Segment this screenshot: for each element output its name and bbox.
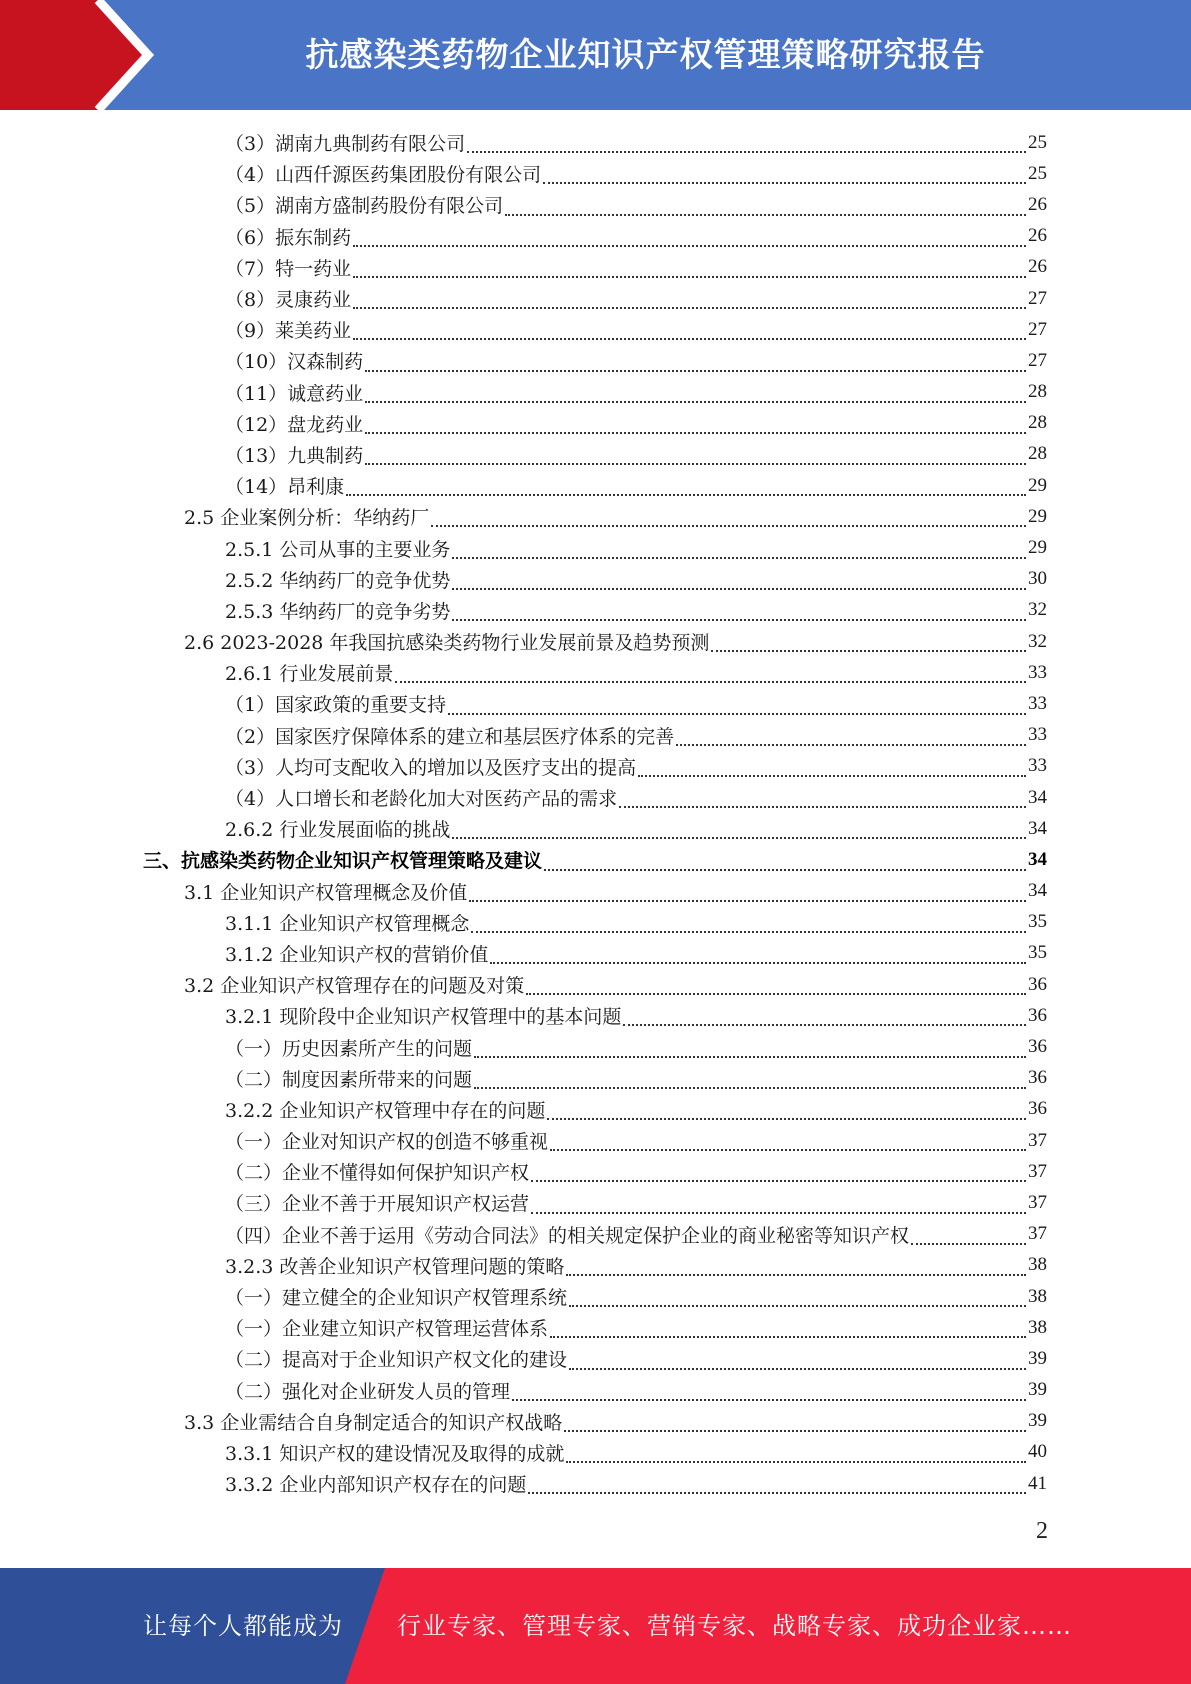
toc-dot-leader xyxy=(531,1165,1026,1187)
toc-entry-title: （一）企业建立知识产权管理运营体系 xyxy=(225,1318,549,1341)
toc-entry-page: 38 xyxy=(1028,1285,1047,1307)
toc-entry-title: （3）湖南九典制药有限公司 xyxy=(225,133,466,156)
toc-entry-title: （4）山西仟源医药集团股份有限公司 xyxy=(225,164,542,187)
toc-dot-leader xyxy=(431,510,1026,532)
toc-entry[interactable] xyxy=(0,1000,1191,1031)
toc-entry[interactable] xyxy=(0,876,1191,907)
toc-entry-page: 26 xyxy=(1028,256,1047,278)
toc-entry[interactable] xyxy=(0,1281,1191,1312)
toc-entry-page: 27 xyxy=(1028,287,1047,309)
toc-entry[interactable] xyxy=(0,1375,1191,1406)
toc-dot-leader xyxy=(395,666,1026,688)
toc-entry-page: 36 xyxy=(1028,1098,1047,1120)
toc-entry-page: 27 xyxy=(1028,318,1047,340)
toc-entry[interactable] xyxy=(0,969,1191,1000)
toc-entry[interactable] xyxy=(0,938,1191,969)
toc-entry-page: 30 xyxy=(1028,568,1047,590)
toc-entry-page: 39 xyxy=(1028,1410,1047,1432)
toc-dot-leader xyxy=(619,791,1026,813)
toc-entry-page: 39 xyxy=(1028,1347,1047,1369)
toc-entry[interactable] xyxy=(0,532,1191,563)
toc-entry[interactable] xyxy=(0,283,1191,314)
toc-entry-page: 38 xyxy=(1028,1254,1047,1276)
toc-entry-title: 3.3.1 知识产权的建设情况及取得的成就 xyxy=(225,1442,565,1465)
toc-dot-leader xyxy=(623,1009,1026,1031)
toc-entry[interactable] xyxy=(0,1343,1191,1374)
toc-entry[interactable] xyxy=(0,127,1191,158)
toc-dot-leader xyxy=(505,199,1026,221)
toc-entry[interactable] xyxy=(0,657,1191,688)
toc-entry-title: 2.5.1 公司从事的主要业务 xyxy=(225,538,451,561)
toc-entry-title: 3.2.2 企业知识产权管理中存在的问题 xyxy=(225,1099,546,1122)
toc-dot-leader xyxy=(531,1197,1026,1219)
toc-entry[interactable] xyxy=(0,189,1191,220)
toc-entry[interactable] xyxy=(0,1312,1191,1343)
toc-entry-title: （8）灵康药业 xyxy=(225,289,352,312)
toc-entry-page: 33 xyxy=(1028,692,1047,714)
toc-entry-page: 37 xyxy=(1028,1223,1047,1245)
toc-entry-title: （二）制度因素所带来的问题 xyxy=(225,1068,473,1091)
toc-dot-leader xyxy=(467,136,1026,158)
toc-entry[interactable] xyxy=(0,470,1191,501)
toc-dot-leader xyxy=(353,323,1026,345)
toc-dot-leader xyxy=(711,635,1026,657)
toc-dot-leader xyxy=(452,573,1026,595)
toc-entry-page: 35 xyxy=(1028,942,1047,964)
toc-entry-title: （1）国家政策的重要支持 xyxy=(225,694,447,717)
toc-entry[interactable] xyxy=(0,1250,1191,1281)
toc-entry-title: （14）昂利康 xyxy=(225,476,345,499)
toc-dot-leader xyxy=(564,1415,1026,1437)
toc-entry-page: 27 xyxy=(1028,349,1047,371)
toc-entry-title: （一）历史因素所产生的问题 xyxy=(225,1037,473,1060)
toc-entry[interactable] xyxy=(0,907,1191,938)
toc-entry-title: （11）诚意药业 xyxy=(225,382,364,405)
toc-dot-leader xyxy=(474,1041,1026,1063)
toc-entry-page: 32 xyxy=(1028,599,1047,621)
toc-dot-leader xyxy=(490,947,1026,969)
toc-entry[interactable] xyxy=(0,1031,1191,1062)
toc-entry[interactable] xyxy=(0,221,1191,252)
toc-entry-page: 33 xyxy=(1028,724,1047,746)
toc-entry-title: 三、抗感染类药物企业知识产权管理策略及建议 xyxy=(143,850,543,873)
toc-entry-title: （4）人口增长和老龄化加大对医药产品的需求 xyxy=(225,788,618,811)
toc-entry-page: 39 xyxy=(1028,1379,1047,1401)
toc-dot-leader xyxy=(448,698,1026,720)
toc-entry-title: （5）湖南方盛制药股份有限公司 xyxy=(225,195,504,218)
toc-entry[interactable] xyxy=(0,688,1191,719)
toc-entry-page: 34 xyxy=(1028,880,1047,902)
toc-entry-page: 28 xyxy=(1028,443,1047,465)
toc-entry-page: 33 xyxy=(1028,755,1047,777)
toc-entry-page: 26 xyxy=(1028,193,1047,215)
toc-entry-page: 32 xyxy=(1028,630,1047,652)
toc-entry-page: 29 xyxy=(1028,505,1047,527)
toc-entry-page: 38 xyxy=(1028,1316,1047,1338)
header-banner xyxy=(0,0,1191,110)
toc-entry-page: 37 xyxy=(1028,1129,1047,1151)
toc-entry-title: （3）人均可支配收入的增加以及医疗支出的提高 xyxy=(225,756,637,779)
toc-entry-page: 34 xyxy=(1028,817,1047,839)
toc-entry[interactable] xyxy=(0,1187,1191,1218)
report-title: 抗感染类药物企业知识产权管理策略研究报告 xyxy=(305,35,986,74)
toc-dot-leader xyxy=(638,760,1026,782)
toc-dot-leader xyxy=(550,1321,1026,1343)
toc-entry-title: 2.6.1 行业发展前景 xyxy=(225,663,394,686)
toc-entry-page: 36 xyxy=(1028,1004,1047,1026)
toc-dot-leader xyxy=(543,167,1026,189)
toc-entry-title: 3.3 企业需结合自身制定适合的知识产权战略 xyxy=(184,1411,563,1434)
toc-entry[interactable] xyxy=(0,1468,1191,1499)
toc-dot-leader xyxy=(474,1072,1026,1094)
toc-dot-leader xyxy=(346,479,1026,501)
toc-dot-leader xyxy=(544,854,1026,876)
toc-dot-leader xyxy=(676,729,1026,751)
toc-entry-page: 40 xyxy=(1028,1441,1047,1463)
toc-entry[interactable] xyxy=(0,564,1191,595)
toc-entry-page: 25 xyxy=(1028,131,1047,153)
toc-entry-page: 34 xyxy=(1028,786,1047,808)
toc-entry-title: （10）汉森制药 xyxy=(225,351,364,374)
toc-entry[interactable] xyxy=(0,782,1191,813)
toc-dot-leader xyxy=(528,1477,1026,1499)
toc-entry-title: 3.1.2 企业知识产权的营销价值 xyxy=(225,943,489,966)
toc-entry-page: 41 xyxy=(1028,1472,1047,1494)
toc-dot-leader xyxy=(526,978,1026,1000)
toc-dot-leader xyxy=(365,417,1026,439)
toc-entry-title: 3.2 企业知识产权管理存在的问题及对策 xyxy=(184,975,525,998)
toc-entry[interactable] xyxy=(0,1125,1191,1156)
footer-slogan-left: 让每个人都能成为 xyxy=(143,1612,343,1640)
toc-entry[interactable] xyxy=(0,751,1191,782)
toc-entry-title: 2.5.3 华纳药厂的竞争劣势 xyxy=(225,600,451,623)
toc-entry[interactable] xyxy=(0,439,1191,470)
table-of-contents xyxy=(0,127,1191,1499)
toc-entry-title: （7）特一药业 xyxy=(225,257,352,280)
toc-dot-leader xyxy=(512,1384,1026,1406)
toc-dot-leader xyxy=(569,1290,1026,1312)
toc-entry-page: 33 xyxy=(1028,661,1047,683)
toc-entry-page: 36 xyxy=(1028,1067,1047,1089)
toc-entry-title: （2）国家医疗保障体系的建立和基层医疗体系的完善 xyxy=(225,725,675,748)
toc-entry-title: 3.1 企业知识产权管理概念及价值 xyxy=(184,881,468,904)
toc-entry-title: （二）提高对于企业知识产权文化的建设 xyxy=(225,1349,568,1372)
toc-entry[interactable] xyxy=(0,1437,1191,1468)
toc-dot-leader xyxy=(566,1259,1026,1281)
toc-entry[interactable] xyxy=(0,1156,1191,1187)
toc-dot-leader xyxy=(365,386,1026,408)
footer-slogan-right: 行业专家、管理专家、营销专家、战略专家、成功企业家…… xyxy=(397,1612,1072,1640)
toc-entry-page: 36 xyxy=(1028,973,1047,995)
toc-entry[interactable] xyxy=(0,1094,1191,1125)
toc-entry-title: （四）企业不善于运用《劳动合同法》的相关规定保护企业的商业秘密等知识产权 xyxy=(225,1224,910,1247)
toc-dot-leader xyxy=(469,885,1026,907)
toc-entry-title: 2.5 企业案例分析：华纳药厂 xyxy=(184,507,430,530)
toc-entry[interactable] xyxy=(0,720,1191,751)
toc-entry[interactable] xyxy=(0,158,1191,189)
toc-dot-leader xyxy=(353,261,1026,283)
toc-entry-page: 28 xyxy=(1028,412,1047,434)
toc-dot-leader xyxy=(452,604,1026,626)
toc-entry[interactable] xyxy=(0,1406,1191,1437)
toc-dot-leader xyxy=(365,448,1026,470)
toc-entry-page: 36 xyxy=(1028,1036,1047,1058)
toc-entry-title: （二）强化对企业研发人员的管理 xyxy=(225,1380,511,1403)
toc-dot-leader xyxy=(365,355,1026,377)
toc-entry[interactable] xyxy=(0,408,1191,439)
footer-banner xyxy=(0,1568,1191,1684)
toc-entry[interactable] xyxy=(0,501,1191,532)
toc-entry-title: 3.2.1 现阶段中企业知识产权管理中的基本问题 xyxy=(225,1006,622,1029)
toc-entry-title: 2.5.2 华纳药厂的竞争优势 xyxy=(225,569,451,592)
toc-entry-page: 37 xyxy=(1028,1160,1047,1182)
toc-entry[interactable] xyxy=(0,1063,1191,1094)
toc-dot-leader xyxy=(547,1103,1026,1125)
toc-entry-title: （12）盘龙药业 xyxy=(225,413,364,436)
toc-dot-leader xyxy=(353,230,1026,252)
toc-entry-title: （13）九典制药 xyxy=(225,444,364,467)
toc-entry[interactable] xyxy=(0,1219,1191,1250)
toc-entry-title: （6）振东制药 xyxy=(225,226,352,249)
toc-entry[interactable] xyxy=(0,252,1191,283)
toc-entry-page: 28 xyxy=(1028,381,1047,403)
toc-dot-leader xyxy=(452,822,1026,844)
toc-entry-page: 35 xyxy=(1028,911,1047,933)
toc-entry-title: 3.3.2 企业内部知识产权存在的问题 xyxy=(225,1474,527,1497)
toc-dot-leader xyxy=(569,1353,1026,1375)
page-number: 2 xyxy=(1036,1518,1048,1544)
toc-entry[interactable] xyxy=(0,626,1191,657)
toc-dot-leader xyxy=(566,1446,1026,1468)
toc-entry-page: 26 xyxy=(1028,225,1047,247)
toc-entry-title: 3.2.3 改善企业知识产权管理问题的策略 xyxy=(225,1255,565,1278)
toc-entry-title: （三）企业不善于开展知识产权运营 xyxy=(225,1193,530,1216)
toc-entry[interactable] xyxy=(0,595,1191,626)
toc-dot-leader xyxy=(550,1134,1026,1156)
toc-entry-page: 29 xyxy=(1028,537,1047,559)
toc-entry-title: （二）企业不懂得如何保护知识产权 xyxy=(225,1162,530,1185)
chevron-right-icon xyxy=(0,0,160,110)
toc-dot-leader xyxy=(353,292,1026,314)
toc-entry-page: 34 xyxy=(1028,848,1047,870)
toc-entry-title: （9）莱美药业 xyxy=(225,320,352,343)
toc-entry[interactable] xyxy=(0,345,1191,376)
toc-entry-page: 29 xyxy=(1028,474,1047,496)
toc-entry-page: 25 xyxy=(1028,162,1047,184)
toc-entry[interactable] xyxy=(0,844,1191,875)
toc-dot-leader xyxy=(471,916,1026,938)
toc-entry-title: （一）企业对知识产权的创造不够重视 xyxy=(225,1131,549,1154)
toc-dot-leader xyxy=(452,542,1026,564)
toc-dot-leader xyxy=(911,1228,1026,1250)
toc-entry[interactable] xyxy=(0,813,1191,844)
toc-entry-title: 3.1.1 企业知识产权管理概念 xyxy=(225,912,470,935)
toc-entry-page: 37 xyxy=(1028,1191,1047,1213)
toc-entry-title: 2.6 2023-2028 年我国抗感染类药物行业发展前景及趋势预测 xyxy=(184,632,710,655)
toc-entry-title: （一）建立健全的企业知识产权管理系统 xyxy=(225,1287,568,1310)
toc-entry[interactable] xyxy=(0,314,1191,345)
toc-entry-title: 2.6.2 行业发展面临的挑战 xyxy=(225,819,451,842)
toc-entry[interactable] xyxy=(0,377,1191,408)
